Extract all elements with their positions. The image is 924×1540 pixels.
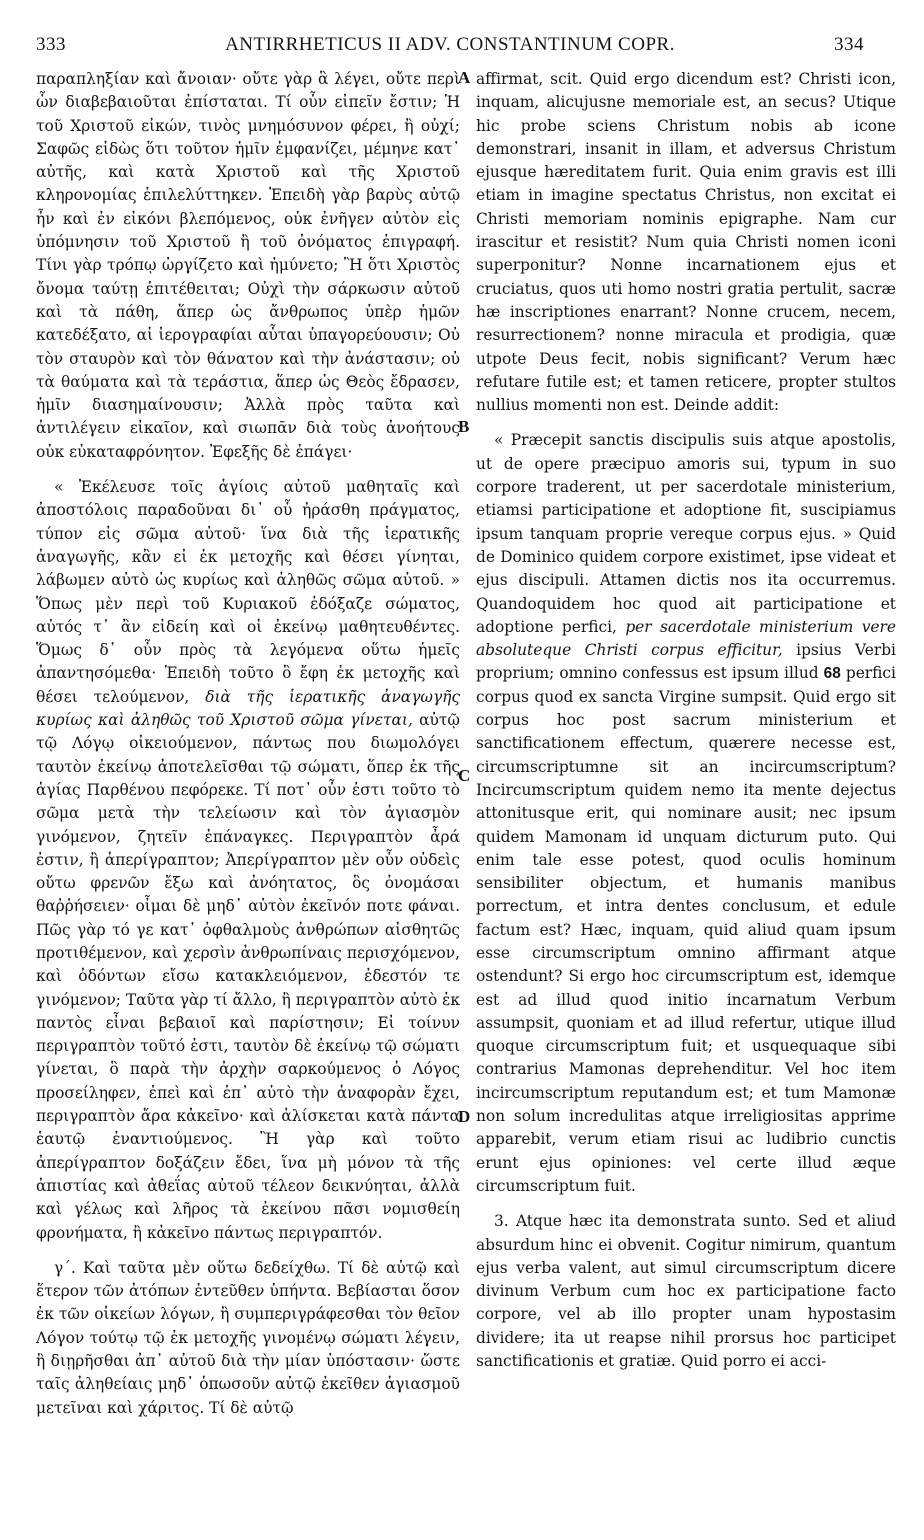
margin-letter-d: D: [458, 1107, 471, 1126]
running-title: ANTIRRHETICUS II ADV. CONSTANTINUM COPR.: [225, 34, 675, 55]
latin-paragraph-1: affirmat, scit. Quid ergo dicendum est? Christi icon, inquam, alicujusne memoriale est, an secus? Utique hic probe sciens Christum nobis ab icone demonstrari, insanit in illam, et adversus Christum ejusque hæreditatem furit. Quia enim gravis est illi etiam in imagine spectatus Christus, non excitat ei Christi memoriam nominis epigraphe. Nam cur irascitur et resistit? Num quia Christi nomen iconi superponitur? Nonne incarnationem ejus et cruciatus, quos uti homo nostri gratia pertulit, sacræ hæ inscriptiones enarrant? Nonne crucem, necem, resurrectionem? nonne miracula et prodigia, quæ utpote Deus fecit, nobis significant? Verum hæc refutare futile est; et tamen reticere, propter stultos nullius momenti non est. Deinde addit:: [476, 70, 896, 415]
page-number-right: 334: [834, 34, 864, 55]
latin-paragraph-3: 3. Atque hæc ita demonstrata sunto. Sed et aliud absurdum hinc ei obvenit. Cogitur nimirum, quantum ejus verba valent, aut simul circumscriptum dicere divinum Verbum cum hoc ex participatione facto corpore, vel ab illo propter unam hypostasim dividere; ita ut reapse nihil prorsus hoc participet sanctificationis et gratiæ. Quid porro ei acci-: [476, 1212, 896, 1371]
latin-column: [476, 68, 896, 1373]
column-number-inline: 68: [823, 665, 841, 683]
greek-quote: « Ἐκέλευσε τοῖς ἁγίοις αὐτοῦ μαθηταῖς καὶ ἀποστόλοις παραδοῦναι δι᾽ οὗ ἠράσθη πράγματος, τύπον εἰς σῶμα αὐτοῦ· ἵνα διὰ τῆς ἱερατικῆς ἀναγωγῆς, κἂν εἰ ἐκ μετοχῆς καὶ θέσει γίνηται, λάβωμεν αὐτὸ ὡς κυρίως καὶ ἀληθῶς σῶμα αὐτοῦ. » Ὅπως μὲν περὶ τοῦ Κυριακοῦ ἐδόξαζε σώματος, αὐτός τ᾽ ἂν εἰδείη καὶ οἱ ἐκείνῳ μαθητευθέντες. Ὅμως δ᾽ οὖν πρὸς τὰ λεγόμενα οὕτω ἡμεῖς ἀπαντησόμεθα· Ἐπειδὴ τοῦτο ὃ ἔφη ἐκ μετοχῆς καὶ θέσει τελούμενον,: [36, 478, 460, 706]
margin-letter-b: B: [458, 417, 470, 436]
latin-italic-phrase: per sacerdotale ministerium vere absoluteque Christi corpus efficitur,: [476, 617, 896, 660]
page-number-left: 333: [36, 34, 66, 55]
margin-letter-a: A: [458, 68, 471, 87]
margin-letter-c: C: [458, 766, 471, 785]
greek-paragraph-2: [36, 476, 460, 1245]
latin-quote: « Præcepit sanctis discipulis suis atque apostolis, ut de opere præcipuo amoris sui, typum in suo corpore traderent, ut per sacerdotale ministerium, etiamsi participatione et adoptione fit, suscipiamus ipsum tanquam proprie vereque corpus ejus. » Quid de Dominico quidem corpore existimet, ipse videat et ejus discipuli. Attamen dictis nos ita occurremus. Quandoquidem hoc quod ait participatione et adoptione perfici,: [476, 431, 896, 636]
greek-paragraph-1: παραπληξίαν καὶ ἄνοιαν· οὔτε γὰρ ἃ λέγει, οὔτε περὶ ὧν διαβεβαιοῦται ἐπίσταται. Τί οὖν εἰπεῖν ἔστιν; Ἡ τοῦ Χριστοῦ εἰκών, τινὸς μνημόσυνον φέρει, ἢ οὐχί; Σαφῶς εἰδὼς ὅτι τοῦτον ἡμῖν ἐμφανίζει, μέμηνε κατ᾽ αὐτῆς, καὶ κατὰ Χριστοῦ καὶ τῆς Χριστοῦ κληρονομίας ἐπιλελύττηκεν. Ἐπειδὴ γὰρ βαρὺς αὐτῷ ἦν καὶ ἐν εἰκόνι βλεπόμενος, οὐκ ἐνῆγεν αὐτὸν εἰς ὑπόμνησιν τοῦ Χριστοῦ ἢ τοῦ ὀνόματος ἐπιγραφή. Τίνι γὰρ τρόπῳ ὠργίζετο καὶ ἠμύνετο; Ἢ ὅτι Χριστὸς ὄνομα ταύτῃ ἐπιτέθειται; Οὐχὶ τὴν σάρκωσιν αὐτοῦ καὶ τὰ πάθη, ἅπερ ὡς ἄνθρωπος ὑπὲρ ἡμῶν κατεδέξατο, αἱ ἱερογραφίαι αὗται ὑπαγορεύουσιν; Οὐ τὸν σταυρὸν καὶ τὸν θάνατον καὶ τὴν ἀνάστασιν; οὐ τὰ θαύματα καὶ τὰ τεράστια, ἅπερ ὡς Θεὸς ἔδρασεν, ἡμῖν διασημαίνουσιν; Ἀλλὰ πρὸς ταῦτα καὶ ἀντιλέγειν εἰκαῖον, καὶ σιωπᾶν διὰ τοὺς ἀνοήτους οὐκ εὐκαταφρόνητον. Ἐφεξῆς δὲ ἐπάγει·: [36, 70, 460, 461]
running-header: [36, 34, 864, 60]
greek-paragraph-2-rest: αὐτῷ τῷ Λόγῳ οἰκειούμενον, πάντως που διωμολόγει ταυτὸν ἐκείνῳ ἀποτελεῖσθαι τῷ σώματι, ὅπερ ἐκ τῆς ἁγίας Παρθένου πεφόρεκε. Τί ποτ᾽ οὖν ἐστι τοῦτο τὸ σῶμα μετὰ τὴν τελείωσιν καὶ τὸν ἁγιασμὸν γινόμενον, ζητεῖν ἐπάναγκες. Περιγραπτὸν ἆρά ἐστιν, ἢ ἀπερίγραπτον; Ἀπερίγραπτον μὲν οὖν οὐδεὶς οὔτω φρενῶν ἔξω καὶ ἀνόητατος, ὃς ὀνομάσαι θαῤῥήσειεν· οἶμαι δὲ μηδ᾽ αὐτὸν ἐκεῖνόν ποτε φάναι. Πῶς γὰρ τό γε κατ᾽ ὀφθαλμοὺς ἀνθρώπων αἰσθητῶς προτιθέμενον, καὶ χερσὶν ἀνθρωπίναις περισχόμενον, καὶ ὀδόντων εἴσω κατακλειόμενον, ἐδεστόν τε γινόμενον; Ταῦτα γὰρ τί ἄλλο, ἢ περιγραπτὸν αὐτὸ ἐκ παντὸς εἶναι βεβαιοῖ καὶ παρίστησιν; Εἰ τοίνυν περιγραπτὸν τοῦτό ἐστι, ταυτὸν δὲ ἐκείνῳ τῷ σώματι γίνεται, ὃ παρὰ τὴν ἀρχὴν σαρκούμενος ὁ Λόγος προσείληφεν, ἐπεὶ καὶ ἐπ᾽ αὐτὸ τὴν ἀναφορὰν ἔχει, περιγραπτὸν ἄρα κἀκεῖνο· καὶ ἁλίσκεται κατὰ πάντα ἑαυτῷ ἐναντιούμενος. Ἢ γὰρ καὶ τοῦτο ἀπερίγραπτον δοξάζειν ἔδει, ἵνα μὴ μόνον τὰ τῆς ἀπιστίας καὶ ἀθεΐας αὐτοῦ τέλεον δεικνύηται, ἀλλὰ καὶ γέλως καὶ λῆρος τὰ ἐκείνου πᾶσι νομισθείη φρονήματα, ἢ κἀκεῖνο πάντως περιγραπτόν.: [36, 711, 460, 1242]
greek-italic-phrase: διὰ τῆς ἱερατικῆς ἀναγωγῆς κυρίως καὶ ἀληθῶς τοῦ Χριστοῦ σῶμα γίνεται,: [36, 687, 460, 730]
latin-paragraph-2-b: ipsius Verbi proprium; omnino confessus est ipsum illud: [476, 641, 896, 683]
latin-paragraph-2-c: perfici corpus quod ex sancta Virgine sumpsit. Quid ergo sit corpus hoc post sacrum ministerium et sanctificationem effectum, quærere necesse est, circumscriptumne sit an incircumscriptum? Incircumscriptum quidem nemo ita mente dejectus attonitusque erit, qui nominare ausit; nec ipsum quidem Mamonam id unquam dicturum puto. Qui enim tale esse potest, quod oculis hominum sensibiliter objectum, et humanis manibus porrectum, et intra dentes conclusum, et edule factum est? Hæc, inquam, quid aliud quam ipsum esse circumscriptum omnino affirmant atque ostendunt? Si ergo hoc circumscriptum est, idemque est ad illud quod initio incarnatum Verbum assumpsit, quoniam et ad illud refertur, utique illud quoque circumscriptum fuit; et usquequaque sibi contrarius Mamonas deprehenditur. Vel hoc item incircumscriptum reputandum est; et tum Mamonæ non solum incredulitas atque irreligiositas apprime apparebit, verum etiam risui ac ludibrio cunctis erunt ejus opiniones: vel certe illud æque circumscriptum fuit.: [476, 664, 896, 1195]
greek-column: [36, 68, 460, 1420]
latin-paragraph-2: [476, 429, 896, 1198]
greek-paragraph-3: γ΄. Καὶ ταῦτα μὲν οὕτω δεδείχθω. Τί δὲ αὐτῷ καὶ ἕτερον τῶν ἀτόπων ἐντεῦθεν ὑπήντα. Βεβίασται ὅσον ἐκ τῶν οἰκείων λόγων, ἢ συμπεριγράφεσθαι τὸν θεῖον Λόγον τούτῳ τῷ ἐκ μετοχῆς γινομένῳ σώματι λέγειν, ἢ διῃρῆσθαι ἀπ᾽ αὐτοῦ διὰ τὴν μίαν ὑπόστασιν· ὥστε ταῖς ἀληθείαις μηδ᾽ ὁπωσοῦν αὐτῷ ἐκεῖθεν ἁγιασμοῦ μετεῖναι καὶ χάριτος. Τί δὲ αὐτῷ: [36, 1258, 460, 1417]
